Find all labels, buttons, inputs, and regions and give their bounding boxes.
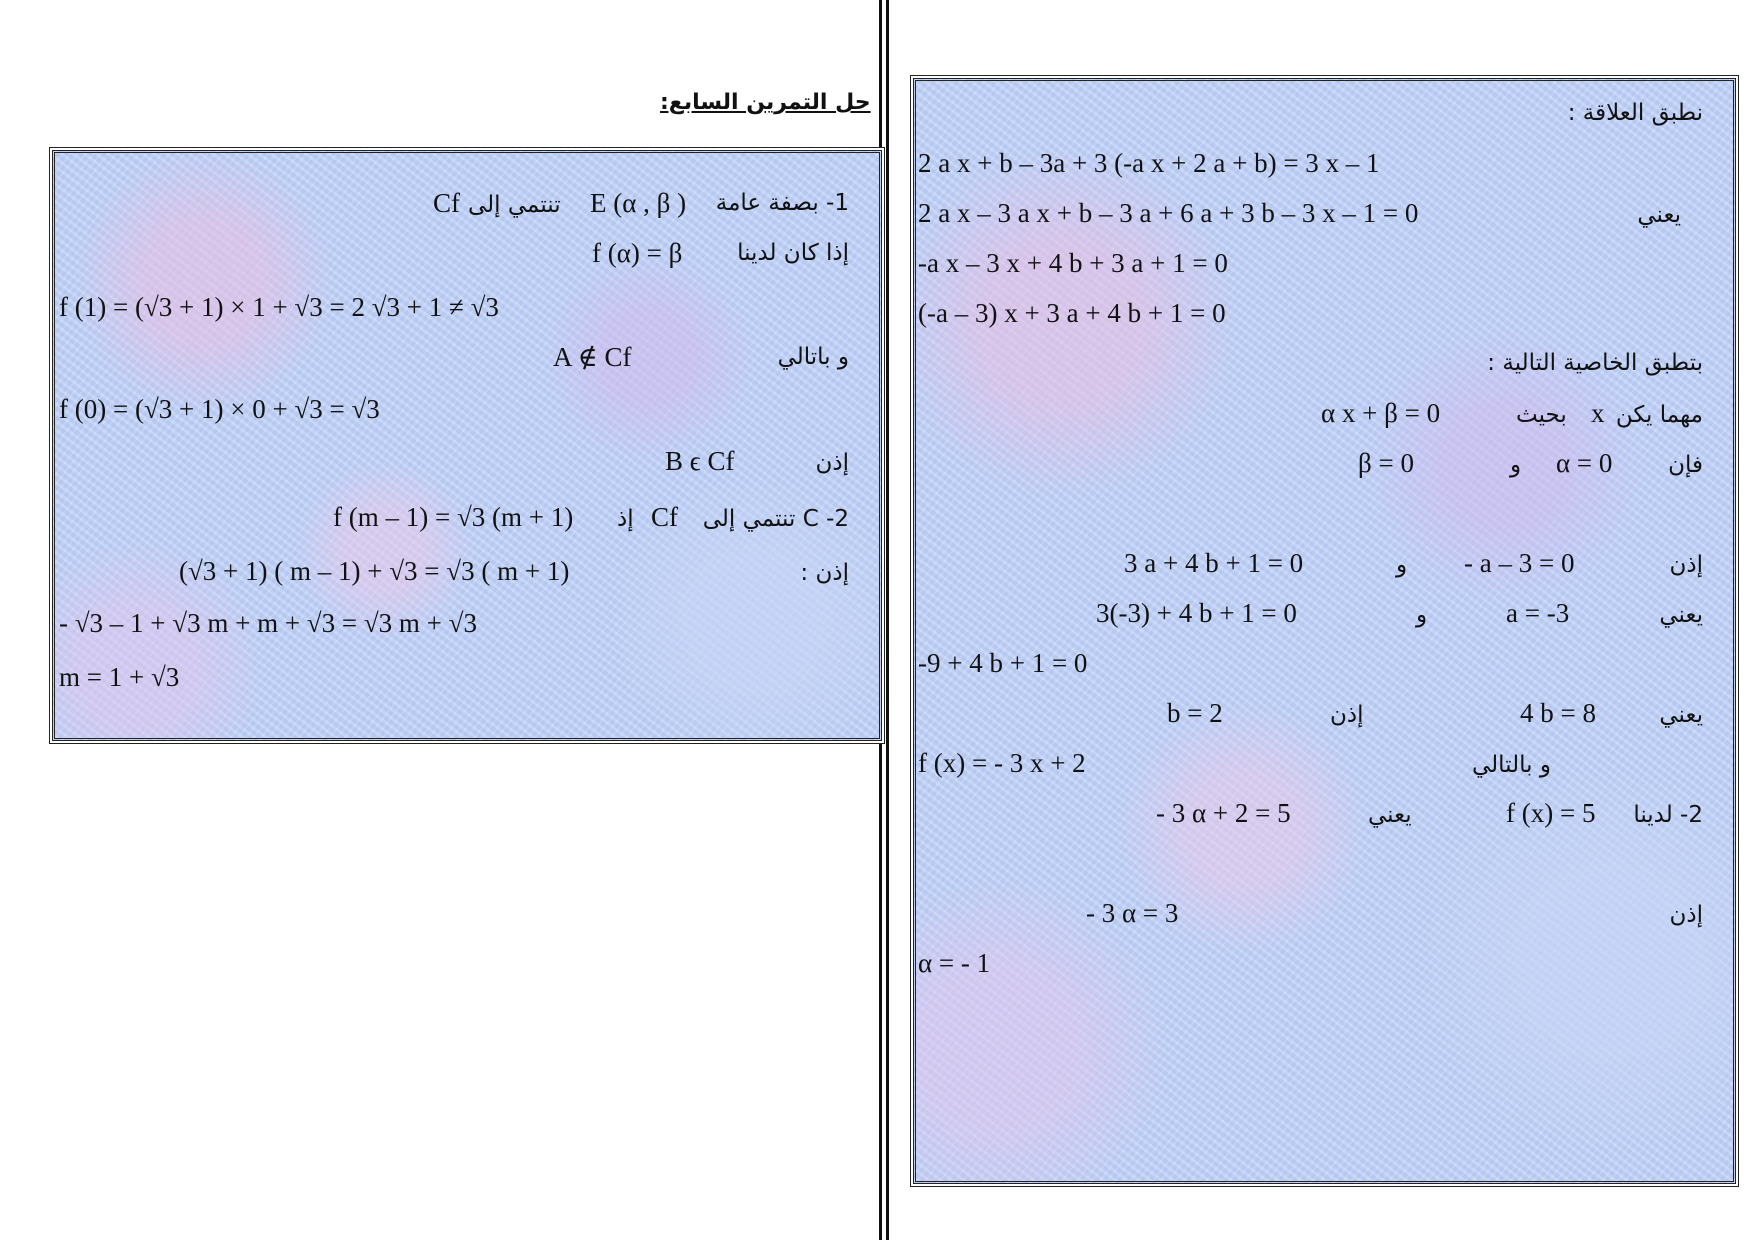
left-line-6-math: B ϵ Cf xyxy=(665,446,735,476)
right-line-8-math2: β = 0 xyxy=(1358,448,1414,478)
right-line-12-ar: يعني xyxy=(1659,702,1703,728)
right-line-14-ar2: يعني xyxy=(1368,802,1412,828)
right-line-15-ar: إذن xyxy=(1669,902,1703,928)
right-line-10-math2: 3(-3) + 4 b + 1 = 0 xyxy=(1096,598,1297,628)
left-line-8-ar: إذن : xyxy=(800,560,849,586)
right-line-10-ar2: و xyxy=(1416,602,1428,628)
left-line-1-math: E (α , β ) xyxy=(590,188,687,218)
right-line-2-math: 2 a x + b – 3a + 3 (-a x + 2 a + b) = 3 x – 1 xyxy=(918,148,1380,178)
right-line-12-ar2: إذن xyxy=(1330,702,1364,728)
right-line-9-ar2: و xyxy=(1396,552,1408,578)
page-divider-right xyxy=(886,0,889,1240)
right-line-10-ar: يعني xyxy=(1659,602,1703,628)
right-line-14-ar: 2- لدينا xyxy=(1633,802,1703,828)
left-line-2-ar: إذا كان لدينا xyxy=(737,240,849,266)
right-line-14-math2: - 3 α + 2 = 5 xyxy=(1156,798,1291,828)
right-line-3-math: 2 a x – 3 a x + b – 3 a + 6 a + 3 b – 3 x – 1 = 0 xyxy=(918,198,1419,228)
right-line-3-ar: يعني xyxy=(1637,202,1681,228)
left-line-7-ar: C -2 تنتمي إلى xyxy=(702,506,849,532)
right-line-9-math: - a – 3 = 0 xyxy=(1464,548,1575,578)
right-line-7-math: x xyxy=(1591,398,1605,428)
left-line-1-ar2: تنتمي إلى xyxy=(468,192,561,218)
right-line-14-math: f (x) = 5 xyxy=(1506,798,1596,828)
left-line-7-ar2: إذ xyxy=(617,506,634,532)
right-line-16-math: α = - 1 xyxy=(918,948,991,978)
left-line-7-math2: f (m – 1) = √3 (m + 1) xyxy=(333,502,574,532)
right-line-8-ar: فإن xyxy=(1668,452,1703,478)
right-line-5-math: (-a – 3) x + 3 a + 4 b + 1 = 0 xyxy=(918,298,1226,328)
right-line-4-math: -a x – 3 x + 4 b + 3 a + 1 = 0 xyxy=(918,248,1228,278)
right-line-9-math2: 3 a + 4 b + 1 = 0 xyxy=(1124,548,1304,578)
left-solution-panel xyxy=(52,150,882,741)
left-line-10-math: m = 1 + √3 xyxy=(59,662,180,692)
right-line-9-ar: إذن xyxy=(1669,552,1703,578)
right-line-15-math: - 3 α = 3 xyxy=(1086,898,1179,928)
right-line-11-math: -9 + 4 b + 1 = 0 xyxy=(918,648,1088,678)
left-line-6-ar: إذن xyxy=(815,450,849,476)
left-line-3-math: f (1) = (√3 + 1) × 1 + √3 = 2 √3 + 1 ≠ √3 xyxy=(59,292,499,322)
left-line-8-math: (√3 + 1) ( m – 1) + √3 = √3 ( m + 1) xyxy=(179,556,570,586)
right-line-12-math2: b = 2 xyxy=(1167,698,1223,728)
right-line-10-math: a = -3 xyxy=(1506,598,1570,628)
left-line-7-math: Cf xyxy=(651,502,678,532)
left-line-9-math: - √3 – 1 + √3 m + m + √3 = √3 m + √3 xyxy=(59,608,477,638)
right-line-7-ar: مهما يكن xyxy=(1615,402,1703,428)
right-line-8-math: α = 0 xyxy=(1556,448,1613,478)
right-line-13-math: f (x) = - 3 x + 2 xyxy=(918,748,1086,778)
left-line-2-math: f (α) = β xyxy=(592,238,683,268)
exercise-heading: حل التمرين السابع: xyxy=(660,90,871,115)
left-line-1-ar: 1- بصفة عامة xyxy=(715,190,849,216)
right-solution-panel xyxy=(913,78,1736,1184)
right-line-1-ar: نطبق العلاقة : xyxy=(1567,100,1703,126)
left-line-5-math: f (0) = (√3 + 1) × 0 + √3 = √3 xyxy=(59,394,380,424)
right-line-7-math2: α x + β = 0 xyxy=(1321,398,1441,428)
left-line-4-ar: و باتالي xyxy=(777,344,849,370)
right-line-7-ar2: بحيث xyxy=(1516,402,1567,428)
right-line-13-ar: و بالتالي xyxy=(1472,752,1551,778)
right-line-6-ar: بتطبق الخاصية التالية : xyxy=(1487,350,1703,376)
right-line-12-math: 4 b = 8 xyxy=(1520,698,1596,728)
right-line-8-ar2: و xyxy=(1510,452,1522,478)
left-line-4-math: A ∉ Cf xyxy=(553,342,632,372)
left-line-1-math2: Cf xyxy=(433,188,460,218)
